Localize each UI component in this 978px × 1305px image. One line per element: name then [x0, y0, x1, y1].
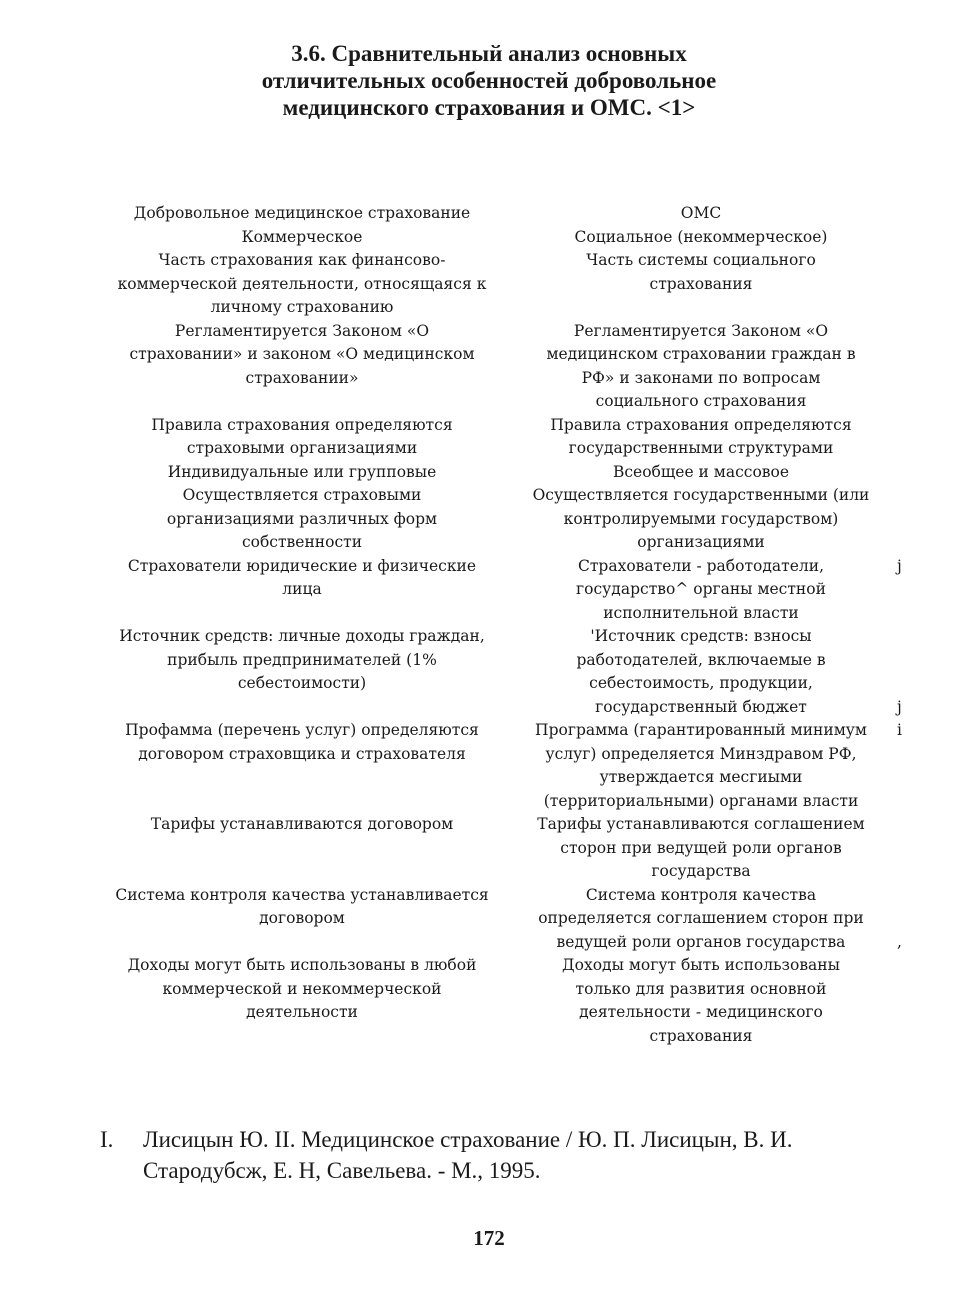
- cell-line: (территориальными) органами власти: [543, 791, 859, 810]
- cell-line: медицинском страховании граждан в: [546, 345, 856, 363]
- cell-dms: [100, 954, 504, 1048]
- table-body: [100, 226, 900, 1049]
- cell-line: Осуществляется государственными (или: [532, 486, 870, 504]
- title-line-2: отличительных особенностей добровольное: [261, 68, 717, 93]
- cell-dms: [100, 461, 504, 485]
- cell-oms: [509, 813, 893, 884]
- cell-line: страховании»: [245, 368, 359, 387]
- table-row: [100, 320, 900, 414]
- cell-line: Система контроля качества устанавливается: [115, 885, 489, 904]
- table-row: [100, 461, 900, 485]
- cell-line: собственности: [241, 533, 363, 551]
- cell-line: Регламентируется Законом «О: [573, 321, 829, 340]
- cell-line: государство^ органы местной: [576, 580, 826, 598]
- cell-line: Часть страхования как финансово-: [158, 251, 446, 269]
- table-row: [100, 625, 900, 719]
- cell-line: Всеобщее и массовое: [612, 462, 790, 481]
- header-left: Добровольное медицинское страхование: [133, 204, 471, 222]
- cell-line: страховыми организациями: [186, 439, 418, 457]
- table-row: [100, 484, 900, 555]
- cell-line: контролируемыми государством): [563, 509, 839, 528]
- footnote-line-1: Лисицын Ю. II. Медицинское страхование / Ю. П. Лисицын, В. И.: [143, 1127, 793, 1152]
- cell-oms: [509, 484, 893, 555]
- cell-line: Осуществляется страховыми: [182, 486, 422, 504]
- page-number: 172: [473, 1226, 505, 1250]
- cell-line: Тарифы устанавливаются договором: [150, 815, 454, 833]
- cell-dms: [100, 884, 504, 955]
- footnote-text: [143, 1124, 900, 1186]
- cell-oms: [509, 719, 902, 813]
- cell-oms: [509, 625, 902, 719]
- cell-dms: [100, 249, 504, 320]
- cell-line: страхования: [649, 274, 753, 293]
- cell-dms: [100, 719, 504, 813]
- table-row: [100, 226, 900, 250]
- cell-line: ведущей роли органов государства: [556, 932, 846, 951]
- title-line-3: медицинского страхования и ОМС. <1>: [282, 95, 696, 120]
- cell-dms: [100, 484, 504, 555]
- cell-line: сторон при ведущей роли органов: [560, 838, 842, 857]
- cell-line: Правила страхования определяются: [151, 415, 453, 434]
- cell-dms: [100, 555, 504, 626]
- cell-dms: [100, 813, 504, 884]
- cell-oms: [509, 226, 893, 250]
- cell-line: Социальное (некоммерческое): [574, 227, 828, 246]
- cell-line: страхования: [649, 1026, 753, 1045]
- cell-oms: [509, 555, 902, 626]
- footnote-number: I.: [100, 1127, 114, 1152]
- cell-oms: [509, 414, 893, 461]
- cell-line: себестоимость, продукции,: [589, 674, 813, 692]
- cell-line: 'Источник средств: взносы: [590, 627, 812, 645]
- cell-line: социального страхования: [595, 392, 807, 410]
- cell-line: деятельности - медицинского: [579, 1003, 823, 1021]
- cell-line: Доходы могут быть использованы в любой: [127, 956, 477, 974]
- cell-oms: [509, 954, 893, 1048]
- cell-line: Страхователи юридические и физические: [127, 556, 477, 575]
- footnote-line-2: Стародубсж, Е. Н, Савельева. - М., 1995.: [143, 1158, 541, 1183]
- cell-line: страховании» и законом «О медицинском: [129, 345, 475, 363]
- margin-mark: j: [897, 556, 902, 575]
- cell-line: РФ» и законами по вопросам: [581, 368, 821, 387]
- cell-line: прибыль предпринимателей (1%: [167, 650, 437, 669]
- margin-mark: i: [897, 721, 902, 739]
- cell-dms: [100, 414, 504, 461]
- cell-line: Источник средств: личные доходы граждан,: [119, 627, 485, 645]
- cell-line: договором: [259, 909, 345, 927]
- cell-dms: [100, 625, 504, 719]
- table-row: [100, 954, 900, 1048]
- cell-oms: [509, 884, 902, 955]
- cell-line: государственный бюджет: [595, 697, 807, 716]
- cell-line: Часть системы социального: [586, 251, 816, 269]
- table-row: [100, 719, 900, 813]
- cell-line: утверждается месгиыми: [599, 768, 803, 786]
- cell-line: Индивидуальные или групповые: [167, 462, 437, 481]
- cell-line: государства: [651, 862, 751, 880]
- cell-line: Программа (гарантированный минимум: [535, 721, 867, 739]
- cell-oms: [509, 249, 893, 320]
- cell-line: Тарифы устанавливаются соглашением: [537, 815, 865, 833]
- table-row: [100, 884, 900, 955]
- cell-line: личному страхованию: [210, 298, 394, 316]
- title-line-1: 3.6. Сравнительный анализ основных: [291, 41, 687, 66]
- cell-oms: [509, 461, 893, 485]
- cell-line: Правила страхования определяются: [550, 415, 852, 434]
- cell-line: Страхователи - работодатели,: [577, 556, 825, 575]
- comparison-table: [100, 202, 900, 1048]
- cell-line: договором страховщика и страхователя: [138, 744, 466, 763]
- cell-line: Профамма (перечень услуг) определяются: [125, 721, 479, 739]
- cell-line: услуг) определяется Минздравом РФ,: [545, 744, 857, 763]
- cell-line: деятельности: [246, 1003, 358, 1021]
- cell-line: государственными структурами: [568, 439, 834, 457]
- cell-line: работодателей, включаемые в: [576, 650, 826, 669]
- cell-dms: [100, 226, 504, 250]
- table-row: [100, 414, 900, 461]
- cell-line: организациями различных форм: [166, 509, 438, 528]
- cell-dms: [100, 320, 504, 414]
- cell-line: Регламентируется Законом «О: [174, 321, 430, 340]
- cell-line: Доходы могут быть использованы: [562, 956, 840, 974]
- cell-oms: [509, 320, 893, 414]
- cell-line: организациями: [637, 533, 765, 551]
- cell-line: исполнительной власти: [603, 603, 799, 622]
- cell-line: себестоимости): [237, 674, 367, 692]
- cell-line: определяется соглашением сторон при: [538, 909, 864, 927]
- cell-line: коммерческой и некоммерческой: [162, 979, 442, 998]
- table-header-row: [100, 202, 900, 226]
- margin-mark: j: [897, 697, 902, 716]
- cell-line: лица: [282, 580, 322, 598]
- table-row: [100, 555, 900, 626]
- cell-line: только для развития основной: [575, 979, 827, 998]
- table-row: [100, 813, 900, 884]
- cell-line: Система контроля качества: [585, 885, 817, 904]
- table-row: [100, 249, 900, 320]
- footnote-reference: [100, 1124, 900, 1186]
- margin-mark: ,: [897, 932, 902, 951]
- section-title: [0, 40, 978, 121]
- header-right: ОМС: [680, 204, 722, 222]
- cell-line: Коммерческое: [241, 227, 363, 246]
- cell-line: коммерческой деятельности, относящаяся к: [117, 274, 487, 293]
